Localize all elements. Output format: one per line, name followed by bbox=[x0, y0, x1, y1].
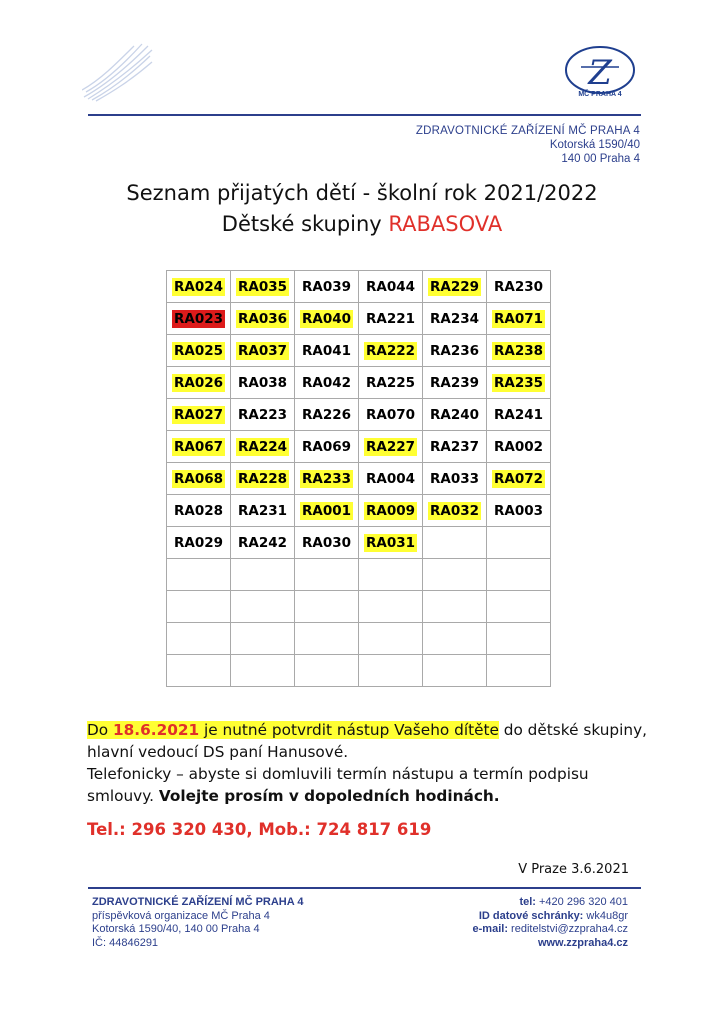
notice-part1: Do bbox=[87, 721, 114, 739]
table-row bbox=[167, 367, 551, 399]
child-code: RA038 bbox=[237, 374, 288, 391]
table-cell bbox=[359, 367, 423, 399]
table-row bbox=[167, 527, 551, 559]
child-code: RA029 bbox=[173, 534, 224, 551]
header-divider bbox=[88, 114, 641, 116]
table-cell bbox=[359, 527, 423, 559]
table-row bbox=[167, 591, 551, 623]
table-cell bbox=[423, 559, 487, 591]
table-cell bbox=[359, 335, 423, 367]
subtitle-group-name: RABASOVA bbox=[388, 212, 503, 236]
child-code: RA231 bbox=[237, 502, 288, 519]
table-cell bbox=[167, 559, 231, 591]
table-cell bbox=[167, 271, 231, 303]
table-cell bbox=[295, 591, 359, 623]
table-cell bbox=[167, 495, 231, 527]
child-code: RA236 bbox=[429, 342, 480, 359]
child-code: RA026 bbox=[173, 374, 224, 391]
table-cell bbox=[423, 655, 487, 687]
table-cell bbox=[167, 335, 231, 367]
table-cell bbox=[167, 303, 231, 335]
child-code: RA032 bbox=[429, 502, 480, 519]
child-code: RA229 bbox=[429, 278, 480, 295]
footer-tel-label: tel: bbox=[519, 896, 536, 908]
table-cell bbox=[167, 591, 231, 623]
child-code: RA028 bbox=[173, 502, 224, 519]
table-cell bbox=[423, 463, 487, 495]
table-cell bbox=[487, 431, 551, 463]
table-cell bbox=[295, 655, 359, 687]
table-row bbox=[167, 623, 551, 655]
notice-highlight bbox=[87, 721, 499, 739]
table-cell bbox=[423, 527, 487, 559]
child-code: RA223 bbox=[237, 406, 288, 423]
child-code: RA004 bbox=[365, 470, 416, 487]
child-code: RA221 bbox=[365, 310, 416, 327]
logo-caption: MČ PRAHA 4 bbox=[578, 91, 622, 98]
child-code: RA239 bbox=[429, 374, 480, 391]
table-cell bbox=[167, 463, 231, 495]
child-code: RA235 bbox=[493, 374, 544, 391]
footer-web[interactable] bbox=[473, 937, 628, 951]
table-cell bbox=[359, 655, 423, 687]
table-cell bbox=[359, 559, 423, 591]
child-code: RA023 bbox=[173, 310, 224, 327]
footer-left bbox=[92, 896, 303, 950]
notice-part3: do dětské skupiny, hlavní vedoucí DS paní Hanusové. bbox=[87, 721, 647, 761]
table-cell bbox=[295, 463, 359, 495]
table-cell bbox=[487, 591, 551, 623]
footer-tel bbox=[473, 896, 628, 910]
table-row bbox=[167, 495, 551, 527]
table-cell bbox=[231, 271, 295, 303]
table-cell bbox=[295, 559, 359, 591]
table-cell bbox=[295, 367, 359, 399]
child-code: RA030 bbox=[301, 534, 352, 551]
notice-line2-bold: Volejte prosím v dopoledních hodinách. bbox=[158, 787, 500, 805]
table-cell bbox=[487, 367, 551, 399]
org-street: Kotorská 1590/40 bbox=[549, 139, 640, 151]
table-cell bbox=[295, 271, 359, 303]
child-code: RA237 bbox=[429, 438, 480, 455]
issue-date: V Praze 3.6.2021 bbox=[518, 862, 629, 877]
notice-line2: Telefonicky – abyste si domluvili termín nástupu a termín podpisu smlouvy. bbox=[87, 765, 589, 805]
footer-org-name: ZDRAVOTNICKÉ ZAŘÍZENÍ MČ PRAHA 4 bbox=[92, 896, 304, 908]
footer-databox bbox=[473, 910, 628, 924]
table-cell bbox=[295, 527, 359, 559]
child-code: RA226 bbox=[301, 406, 352, 423]
child-code: RA009 bbox=[365, 502, 416, 519]
child-code: RA224 bbox=[237, 438, 288, 455]
footer-databox-label: ID datové schránky: bbox=[478, 909, 584, 922]
child-code: RA225 bbox=[365, 374, 416, 391]
child-code: RA228 bbox=[237, 470, 288, 487]
footer-right bbox=[473, 896, 628, 950]
table-cell bbox=[231, 431, 295, 463]
table-row bbox=[167, 399, 551, 431]
admitted-children-table bbox=[166, 270, 551, 687]
table-cell bbox=[295, 431, 359, 463]
table-cell bbox=[231, 495, 295, 527]
child-code: RA241 bbox=[493, 406, 544, 423]
table-cell bbox=[231, 559, 295, 591]
notice-part2: je nutné potvrdit nástup Vašeho dítěte bbox=[199, 721, 499, 739]
child-code: RA068 bbox=[173, 470, 224, 487]
table-cell bbox=[167, 431, 231, 463]
table-row bbox=[167, 559, 551, 591]
wings-logo-icon bbox=[82, 42, 154, 102]
child-code: RA041 bbox=[301, 342, 352, 359]
table-cell bbox=[487, 623, 551, 655]
org-city: 140 00 Praha 4 bbox=[561, 153, 640, 165]
table-row bbox=[167, 463, 551, 495]
child-code: RA240 bbox=[429, 406, 480, 423]
footer-web-link[interactable]: www.zzpraha4.cz bbox=[537, 936, 628, 949]
child-code: RA067 bbox=[173, 438, 224, 455]
table-cell bbox=[231, 367, 295, 399]
table-cell bbox=[359, 623, 423, 655]
child-code: RA035 bbox=[237, 278, 288, 295]
footer-databox-value: wk4u8gr bbox=[583, 909, 628, 922]
child-code: RA227 bbox=[365, 438, 416, 455]
child-code: RA025 bbox=[173, 342, 224, 359]
footer-address: Kotorská 1590/40, 140 00 Praha 4 bbox=[92, 923, 260, 935]
child-code: RA001 bbox=[301, 502, 352, 519]
table-cell bbox=[231, 655, 295, 687]
table-cell bbox=[423, 591, 487, 623]
child-code: RA234 bbox=[429, 310, 480, 327]
table-row bbox=[167, 271, 551, 303]
table-cell bbox=[231, 335, 295, 367]
svg-text:Z: Z bbox=[588, 53, 612, 93]
footer-tel-value: +420 296 320 401 bbox=[535, 896, 628, 908]
child-code: RA072 bbox=[493, 470, 544, 487]
child-code: RA036 bbox=[237, 310, 288, 327]
footer-email-value[interactable]: reditelstvi@zzpraha4.cz bbox=[508, 923, 628, 935]
table-cell bbox=[359, 271, 423, 303]
table-cell bbox=[359, 303, 423, 335]
child-code: RA037 bbox=[237, 342, 288, 359]
table-cell bbox=[167, 655, 231, 687]
table-cell bbox=[423, 495, 487, 527]
table-cell bbox=[167, 367, 231, 399]
table-body bbox=[167, 271, 551, 687]
table-cell bbox=[359, 463, 423, 495]
child-code: RA071 bbox=[493, 310, 544, 327]
child-code: RA230 bbox=[493, 278, 544, 295]
footer-org-type: příspěvková organizace MČ Praha 4 bbox=[92, 909, 270, 922]
child-code: RA242 bbox=[237, 534, 288, 551]
table-cell bbox=[231, 527, 295, 559]
table-cell bbox=[231, 399, 295, 431]
table-cell bbox=[359, 431, 423, 463]
footer-email bbox=[473, 923, 628, 937]
table-cell bbox=[295, 399, 359, 431]
table-cell bbox=[295, 303, 359, 335]
table-cell bbox=[423, 431, 487, 463]
table-cell bbox=[167, 527, 231, 559]
table-cell bbox=[359, 399, 423, 431]
table-cell bbox=[487, 303, 551, 335]
table-cell bbox=[423, 399, 487, 431]
table-cell bbox=[167, 399, 231, 431]
child-code: RA040 bbox=[301, 310, 352, 327]
table-cell bbox=[487, 495, 551, 527]
child-code: RA002 bbox=[493, 438, 544, 455]
child-code: RA238 bbox=[493, 342, 544, 359]
contact-phones: Tel.: 296 320 430, Mob.: 724 817 619 bbox=[87, 820, 432, 839]
table-cell bbox=[231, 303, 295, 335]
notice-text bbox=[87, 719, 647, 807]
table-cell bbox=[231, 591, 295, 623]
table-cell bbox=[295, 335, 359, 367]
child-code: RA027 bbox=[173, 406, 224, 423]
child-code: RA031 bbox=[365, 534, 416, 551]
child-code: RA033 bbox=[429, 470, 480, 487]
table-cell bbox=[487, 335, 551, 367]
page-subtitle bbox=[0, 212, 724, 236]
child-code: RA024 bbox=[173, 278, 224, 295]
child-code: RA044 bbox=[365, 278, 416, 295]
child-code: RA003 bbox=[493, 502, 544, 519]
child-code: RA070 bbox=[365, 406, 416, 423]
table-row bbox=[167, 335, 551, 367]
table-cell bbox=[359, 495, 423, 527]
notice-deadline: 18.6.2021 bbox=[113, 721, 200, 739]
child-code: RA069 bbox=[301, 438, 352, 455]
table-cell bbox=[423, 623, 487, 655]
table-cell bbox=[359, 591, 423, 623]
table-cell bbox=[423, 303, 487, 335]
table-cell bbox=[231, 463, 295, 495]
page-title: Seznam přijatých dětí - školní rok 2021/2022 bbox=[126, 181, 598, 205]
table-cell bbox=[487, 559, 551, 591]
table-cell bbox=[487, 271, 551, 303]
table-cell bbox=[487, 527, 551, 559]
subtitle-prefix: Dětské skupiny bbox=[221, 212, 389, 236]
footer-email-label: e-mail: bbox=[472, 923, 508, 935]
table-cell bbox=[295, 495, 359, 527]
table-cell bbox=[423, 367, 487, 399]
org-name: ZDRAVOTNICKÉ ZAŘÍZENÍ MČ PRAHA 4 bbox=[415, 125, 640, 137]
table-cell bbox=[295, 623, 359, 655]
table-cell bbox=[167, 623, 231, 655]
table-cell bbox=[423, 271, 487, 303]
table-row bbox=[167, 431, 551, 463]
table-row bbox=[167, 655, 551, 687]
table-cell bbox=[423, 335, 487, 367]
table-cell bbox=[487, 655, 551, 687]
child-code: RA039 bbox=[301, 278, 352, 295]
table-cell bbox=[487, 399, 551, 431]
table-row bbox=[167, 303, 551, 335]
child-code: RA222 bbox=[365, 342, 416, 359]
table-cell bbox=[487, 463, 551, 495]
footer-divider bbox=[88, 887, 641, 889]
footer-ic: IČ: 44846291 bbox=[92, 936, 159, 949]
child-code: RA233 bbox=[301, 470, 352, 487]
child-code: RA042 bbox=[301, 374, 352, 391]
table-cell bbox=[231, 623, 295, 655]
